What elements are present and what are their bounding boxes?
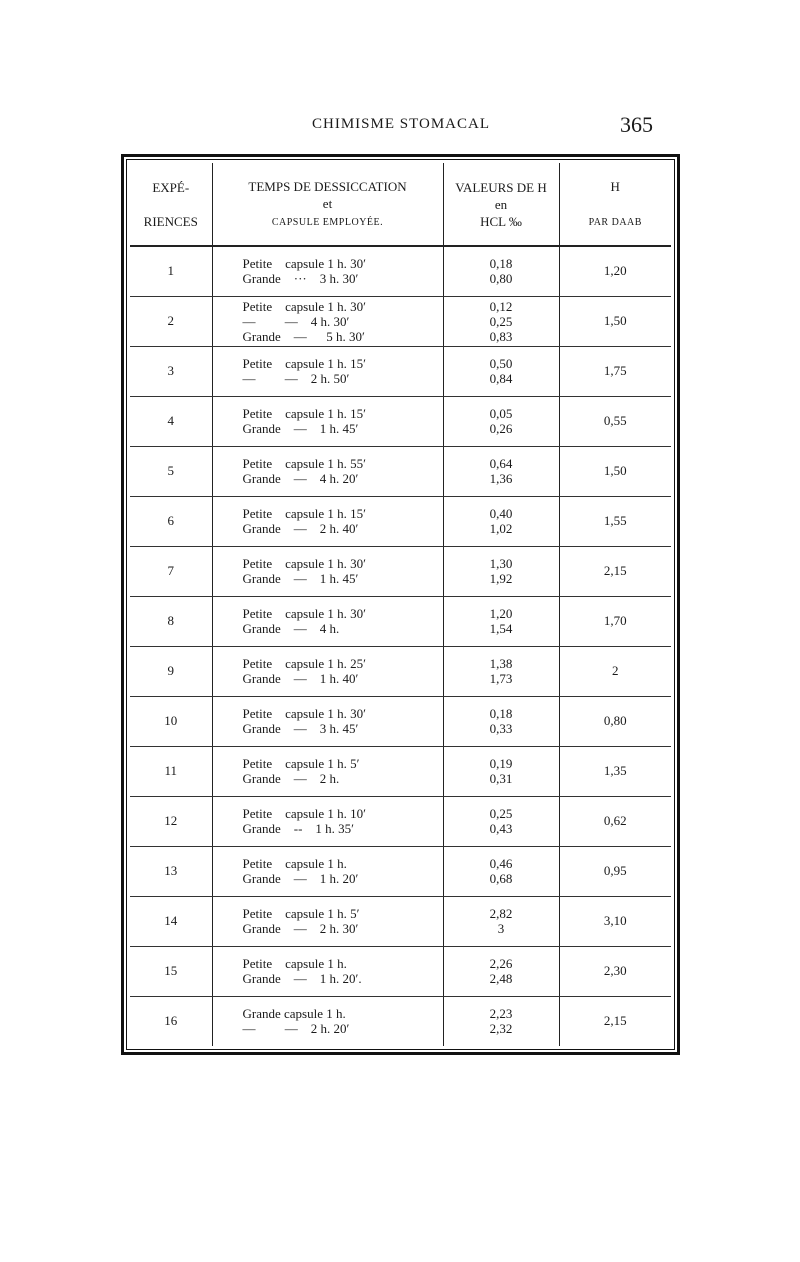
temps-line: Petite capsule 1 h. 30′ xyxy=(242,706,366,721)
header-temps-line2: et xyxy=(322,195,333,211)
cell-valeurs xyxy=(443,646,559,696)
valeur-line: 0,46 xyxy=(489,856,513,871)
table-row xyxy=(130,246,671,296)
cell-temps xyxy=(212,796,443,846)
data-table xyxy=(130,163,671,1046)
valeur-line: 0,64 xyxy=(489,456,513,471)
cell-valeurs xyxy=(443,596,559,646)
valeur-line: 0,26 xyxy=(489,421,513,436)
valeur-line: 0,50 xyxy=(489,356,513,371)
temps-line: Grande — 1 h. 45′ xyxy=(242,571,359,586)
table-row xyxy=(130,646,671,696)
header-valeurs-line1: VALEURS DE H xyxy=(455,179,547,195)
cell-valeurs xyxy=(443,546,559,596)
cell-experience: 8 xyxy=(130,596,212,646)
cell-temps xyxy=(212,996,443,1046)
table-row xyxy=(130,696,671,746)
table-row xyxy=(130,346,671,396)
temps-line: Grande — 3 h. 45′ xyxy=(242,721,359,736)
table-row xyxy=(130,446,671,496)
header-daab-line1: H xyxy=(610,178,620,194)
cell-experience: 13 xyxy=(130,846,212,896)
valeur-line: 1,02 xyxy=(489,521,513,536)
temps-line: Petite capsule 1 h. xyxy=(242,956,347,971)
cell-daab: 1,20 xyxy=(559,246,671,296)
temps-line: Petite capsule 1 h. 30′ xyxy=(242,556,366,571)
cell-valeurs xyxy=(443,346,559,396)
cell-temps xyxy=(212,296,443,346)
table-row xyxy=(130,496,671,546)
temps-line: Grande capsule 1 h. xyxy=(242,1006,346,1022)
header-valeurs xyxy=(443,163,559,246)
header-temps xyxy=(212,163,443,246)
valeur-line: 0,40 xyxy=(489,506,513,521)
cell-temps xyxy=(212,696,443,746)
temps-line: Petite capsule 1 h. 30′ xyxy=(242,256,366,272)
temps-line: Petite capsule 1 h. 30′ xyxy=(242,298,366,314)
temps-line: Petite capsule 1 h. 15′ xyxy=(242,356,366,371)
cell-daab: 0,62 xyxy=(559,796,671,846)
cell-daab: 1,50 xyxy=(559,446,671,496)
cell-daab: 2 xyxy=(559,646,671,696)
header-daab-line2: PAR DAAB xyxy=(588,216,642,228)
temps-line: Grande — 5 h. 30′ xyxy=(242,328,365,344)
temps-line: Grande — 2 h. 40′ xyxy=(242,521,359,536)
table-row xyxy=(130,296,671,346)
cell-daab: 2,15 xyxy=(559,996,671,1046)
valeur-line: 0,84 xyxy=(489,371,513,386)
temps-line: Grande — 4 h. xyxy=(242,621,340,636)
cell-experience: 7 xyxy=(130,546,212,596)
cell-daab: 1,70 xyxy=(559,596,671,646)
valeur-line: 0,68 xyxy=(489,871,513,886)
temps-line: Petite capsule 1 h. 10′ xyxy=(242,806,366,821)
table-row xyxy=(130,946,671,996)
header-valeurs-line2: en xyxy=(494,196,508,212)
cell-temps xyxy=(212,896,443,946)
cell-experience: 3 xyxy=(130,346,212,396)
cell-experience: 10 xyxy=(130,696,212,746)
valeur-line: 0,25 xyxy=(489,806,513,821)
cell-valeurs xyxy=(443,946,559,996)
valeur-line: 2,32 xyxy=(489,1021,513,1037)
valeur-line: 0,05 xyxy=(489,406,513,421)
cell-temps xyxy=(212,546,443,596)
valeur-line: 1,20 xyxy=(489,606,513,621)
temps-line: Petite capsule 1 h. 5′ xyxy=(242,906,360,921)
table-row xyxy=(130,896,671,946)
temps-line: Petite capsule 1 h. 55′ xyxy=(242,456,366,471)
temps-line: Grande — 1 h. 20′ xyxy=(242,871,359,886)
valeur-line: 1,30 xyxy=(489,556,513,571)
valeur-line: 3 xyxy=(497,921,505,936)
table-row xyxy=(130,596,671,646)
cell-daab: 1,50 xyxy=(559,296,671,346)
cell-valeurs xyxy=(443,796,559,846)
cell-valeurs xyxy=(443,696,559,746)
temps-line: Petite capsule 1 h. xyxy=(242,856,347,871)
cell-valeurs xyxy=(443,896,559,946)
valeur-line: 0,12 xyxy=(489,298,513,314)
temps-line: — — 2 h. 20′ xyxy=(242,1021,350,1037)
cell-experience: 5 xyxy=(130,446,212,496)
cell-experience: 4 xyxy=(130,396,212,446)
valeur-line: 0,83 xyxy=(489,328,513,344)
cell-daab: 0,55 xyxy=(559,396,671,446)
header-experiences-line1: EXPÉ- xyxy=(152,179,190,195)
cell-experience: 14 xyxy=(130,896,212,946)
cell-temps xyxy=(212,246,443,296)
cell-experience: 1 xyxy=(130,246,212,296)
table-header-row xyxy=(130,163,671,246)
cell-valeurs xyxy=(443,996,559,1046)
cell-experience: 9 xyxy=(130,646,212,696)
cell-daab: 1,55 xyxy=(559,496,671,546)
cell-daab: 0,80 xyxy=(559,696,671,746)
header-valeurs-line3: HCL ‰ xyxy=(480,213,522,229)
cell-daab: 2,30 xyxy=(559,946,671,996)
cell-temps xyxy=(212,846,443,896)
valeur-line: 0,43 xyxy=(489,821,513,836)
valeur-line: 2,82 xyxy=(489,906,513,921)
header-experiences-line2: RIENCES xyxy=(143,213,198,229)
running-title: CHIMISME STOMACAL xyxy=(312,116,490,132)
cell-temps xyxy=(212,946,443,996)
header-temps-line3: CAPSULE EMPLOYÉE. xyxy=(271,216,384,228)
table-row xyxy=(130,846,671,896)
cell-experience: 6 xyxy=(130,496,212,546)
valeur-line: 0,80 xyxy=(489,271,513,287)
cell-experience: 11 xyxy=(130,746,212,796)
header-experiences xyxy=(130,163,212,246)
data-table-frame xyxy=(121,154,680,1055)
table-row xyxy=(130,746,671,796)
cell-daab: 2,15 xyxy=(559,546,671,596)
valeur-line: 1,54 xyxy=(489,621,513,636)
temps-line: Grande -- 1 h. 35′ xyxy=(242,821,355,836)
page-header xyxy=(0,112,800,142)
cell-valeurs xyxy=(443,746,559,796)
valeur-line: 2,48 xyxy=(489,971,513,986)
table-row xyxy=(130,546,671,596)
valeur-line: 0,25 xyxy=(489,313,513,329)
temps-line: Grande ··· 3 h. 30′ xyxy=(242,271,359,287)
temps-line: Petite capsule 1 h. 5′ xyxy=(242,756,360,771)
temps-line: Petite capsule 1 h. 25′ xyxy=(242,656,366,671)
cell-valeurs xyxy=(443,246,559,296)
cell-daab: 3,10 xyxy=(559,896,671,946)
valeur-line: 2,26 xyxy=(489,956,513,971)
temps-line: Grande — 1 h. 20′. xyxy=(242,971,362,986)
table-body xyxy=(130,246,671,1046)
valeur-line: 0,31 xyxy=(489,771,513,786)
temps-line: — — 4 h. 30′ xyxy=(242,313,350,329)
cell-temps xyxy=(212,746,443,796)
temps-line: Petite capsule 1 h. 15′ xyxy=(242,506,366,521)
valeur-line: 2,23 xyxy=(489,1006,513,1022)
temps-line: Petite capsule 1 h. 15′ xyxy=(242,406,366,421)
cell-temps xyxy=(212,396,443,446)
valeur-line: 0,19 xyxy=(489,756,513,771)
valeur-line: 0,33 xyxy=(489,721,513,736)
table-row xyxy=(130,996,671,1046)
valeur-line: 1,92 xyxy=(489,571,513,586)
cell-experience: 16 xyxy=(164,1013,178,1029)
page-number: 365 xyxy=(620,112,653,137)
valeur-line: 0,18 xyxy=(489,256,513,272)
cell-valeurs xyxy=(443,846,559,896)
cell-temps xyxy=(212,596,443,646)
valeur-line: 1,73 xyxy=(489,671,513,686)
cell-valeurs xyxy=(443,446,559,496)
header-temps-line1: TEMPS DE DESSICCATION xyxy=(248,178,407,194)
temps-line: — — 2 h. 50′ xyxy=(242,371,350,386)
temps-line: Grande — 1 h. 40′ xyxy=(242,671,359,686)
temps-line: Grande — 2 h. 30′ xyxy=(242,921,359,936)
temps-line: Petite capsule 1 h. 30′ xyxy=(242,606,366,621)
cell-experience: 2 xyxy=(130,296,212,346)
valeur-line: 1,36 xyxy=(489,471,513,486)
table-row xyxy=(130,396,671,446)
cell-temps xyxy=(212,446,443,496)
cell-daab: 1,75 xyxy=(559,346,671,396)
cell-valeurs xyxy=(443,396,559,446)
cell-experience: 12 xyxy=(130,796,212,846)
valeur-line: 1,38 xyxy=(489,656,513,671)
temps-line: Grande — 2 h. xyxy=(242,771,340,786)
cell-temps xyxy=(212,346,443,396)
cell-experience: 15 xyxy=(130,946,212,996)
table-row xyxy=(130,796,671,846)
cell-daab: 0,95 xyxy=(559,846,671,896)
cell-temps xyxy=(212,646,443,696)
cell-daab: 1,35 xyxy=(559,746,671,796)
header-daab xyxy=(559,163,671,246)
cell-valeurs xyxy=(443,296,559,346)
temps-line: Grande — 4 h. 20′ xyxy=(242,471,359,486)
cell-temps xyxy=(212,496,443,546)
cell-valeurs xyxy=(443,496,559,546)
valeur-line: 0,18 xyxy=(489,706,513,721)
temps-line: Grande — 1 h. 45′ xyxy=(242,421,359,436)
